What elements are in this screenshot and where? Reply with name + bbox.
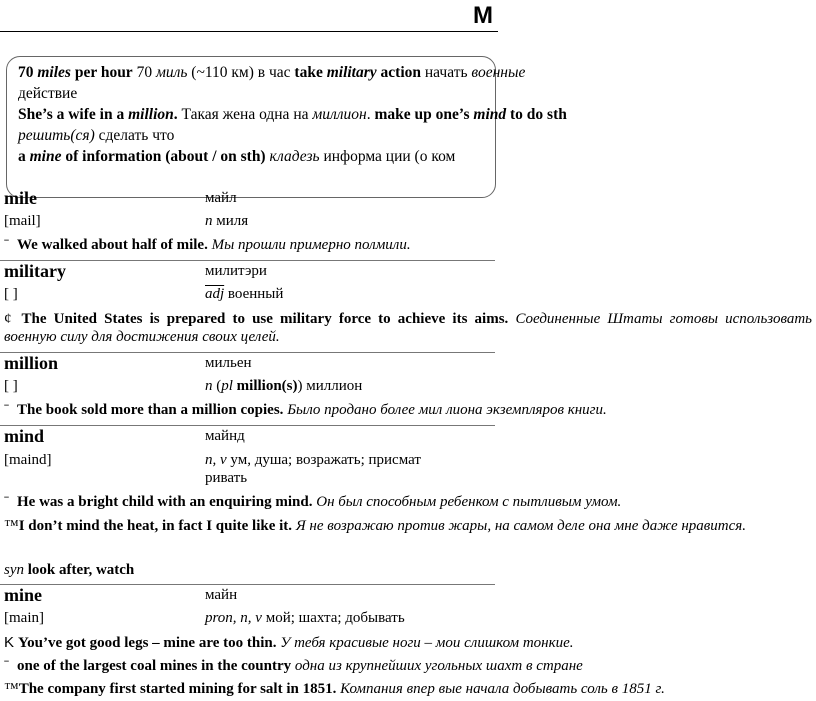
divider-million [0, 425, 495, 426]
pron-military: милитэри [205, 263, 267, 279]
pron-mile: майл [205, 190, 237, 206]
transcription-mine: [main] [4, 610, 44, 626]
example-marker: ¢ [4, 311, 12, 327]
page-letter: M [473, 2, 493, 29]
divider-military [0, 352, 495, 353]
example-marker: ˉ [4, 237, 9, 253]
box-line-2: действие [18, 85, 78, 102]
example-million: ˉ The book sold more than a million copies. Было продано более мил лиона экземпляров книги. [4, 402, 607, 418]
example-mine-2: ˉ one of the largest coal mines in the country одна из крупнейших угольных шахт в стране [4, 658, 583, 674]
synonyms-mind: syn look after, watch [4, 562, 135, 578]
pron-mind: майнд [205, 428, 245, 444]
example-marker: ˉ [4, 402, 9, 418]
transcription-mile: [mail] [4, 213, 41, 229]
example-mind-2: ™I don’t mind the heat, in fact I quite like it. Я не возражаю против жары, на самом деле она мне даже нравится. [4, 518, 747, 534]
definition-mind-cont: ривать [205, 470, 248, 486]
pron-million: мильен [205, 355, 252, 371]
transcription-mind: [maind] [4, 452, 52, 468]
example-marker: ™ [4, 681, 19, 697]
example-mile: ˉ We walked about half of mile. Мы прошли примерно полмили. [4, 237, 411, 253]
headword-military: military [4, 261, 66, 281]
example-marker: ˉ [4, 658, 9, 674]
headword-mile: mile [4, 188, 37, 208]
definition-military: $\overline{adj}$ военный [205, 286, 284, 302]
example-marker: ™ [4, 518, 19, 534]
definition-million: n (pl million(s)) миллион [205, 378, 363, 394]
example-marker: K [4, 634, 15, 651]
example-mine-1: K You’ve got good legs – mine are too thin. У тебя красивые ноги – мои слишком тонкие. [4, 634, 574, 651]
divider-mile [0, 260, 495, 261]
box-line-3: She’s a wife in a million. Такая жена одна на миллион. make up one’s mind to do sth [18, 106, 567, 123]
definition-mile: n миля [205, 213, 249, 229]
box-line-1: 70 miles per hour 70 миль (~110 км) в час take military action начать военные [18, 64, 526, 81]
example-mind-1: ˉ He was a bright child with an enquiring mind. Он был способным ребенком с пытливым умом. [4, 494, 622, 510]
definition-mind: n, v ум, душа; возражать; присмат [205, 452, 421, 468]
pron-mine: майн [205, 587, 238, 603]
example-marker: ˉ [4, 494, 9, 510]
box-line-5: a mine of information (about / on sth) кладезь информа ции (о ком [18, 148, 456, 165]
headword-million: million [4, 353, 59, 373]
example-mine-3: ™The company first started mining for salt in 1851. Компания впер вые начала добывать соль в 1851 г. [4, 681, 665, 697]
transcription-military: [ ] [4, 286, 18, 302]
headword-mine: mine [4, 585, 42, 605]
header-rule [0, 31, 498, 32]
transcription-million: [ ] [4, 378, 18, 394]
divider-mind [0, 584, 495, 585]
example-military: ¢ The United States is prepared to use military force to achieve its aims. Соединенные Штаты готовы использовать военную силу для достижения своих целей. [4, 311, 813, 345]
definition-mine: pron, n, v мой; шахта; добывать [205, 610, 405, 626]
headword-mind: mind [4, 426, 45, 446]
box-line-4: решить(ся) сделать что [18, 127, 175, 144]
